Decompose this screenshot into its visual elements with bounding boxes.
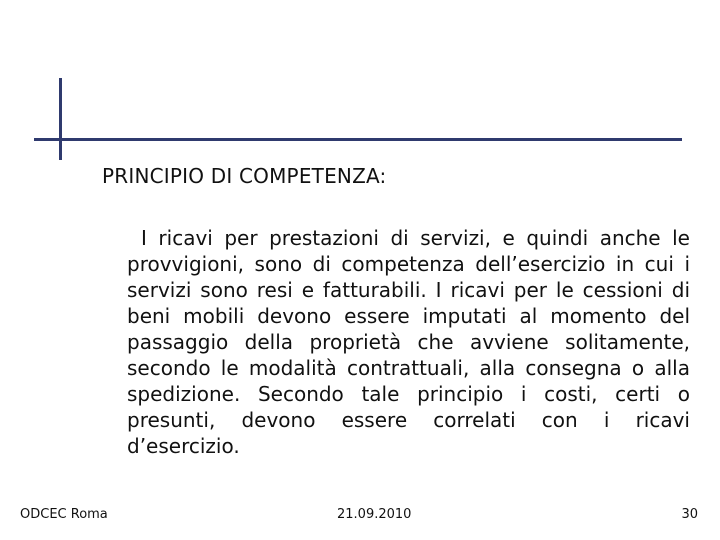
- footer-organization: ODCEC Roma: [20, 507, 108, 522]
- footer-page-number: 30: [681, 507, 698, 522]
- slide-body-text: I ricavi per prestazioni di servizi, e quindi anche le provvigioni, sono di competenza dell’esercizio in cui i servizi sono resi e fatturabili. I ricavi per le cessioni di beni mobili devono essere imputati al momento del passaggio della proprietà che avviene solitamente, secondo le modalità contrattuali, alla consegna o alla spedizione. Secondo tale principio i costi, certi o presunti, devono essere correlati con i ricavi d’esercizio.: [127, 226, 690, 458]
- slide-title: PRINCIPIO DI COMPETENZA:: [102, 164, 387, 188]
- decorative-horizontal-line: [34, 138, 682, 141]
- decorative-vertical-line: [59, 78, 62, 160]
- footer-date: 21.09.2010: [337, 507, 412, 522]
